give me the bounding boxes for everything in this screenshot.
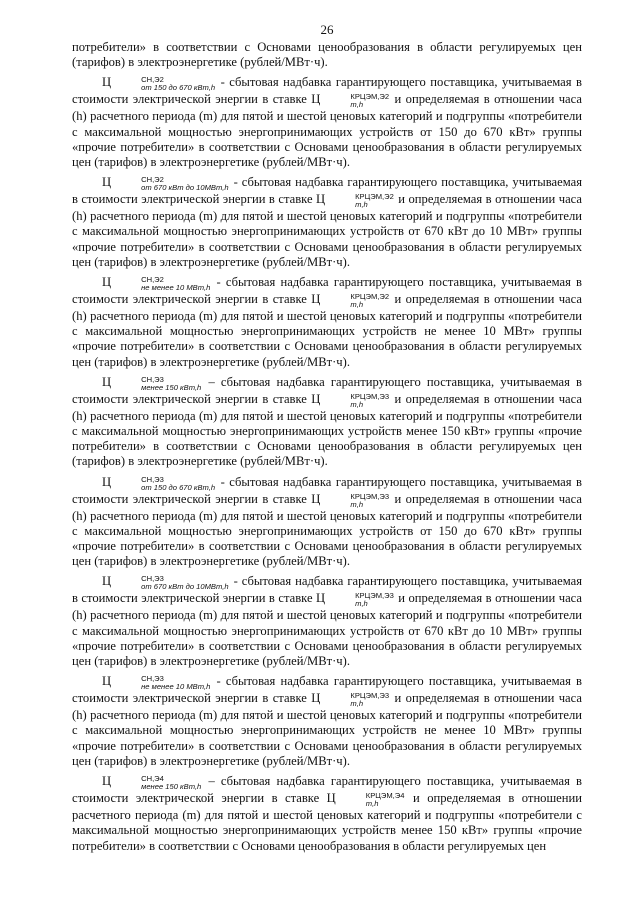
markup-symbol bbox=[102, 674, 211, 692]
rate-symbol-letter: Ц bbox=[311, 491, 321, 506]
markup-symbol-sub: не менее 10 МВт,h bbox=[141, 682, 211, 692]
markup-symbol-indices bbox=[111, 276, 210, 292]
markup-symbol-sub: от 150 до 670 кВт,h bbox=[141, 482, 216, 492]
markup-symbol-indices bbox=[111, 176, 228, 192]
definition-text-before: - сбытовая надбавка гарантирующего поставщика, учитываемая в стоимости электрической энергии в ставке bbox=[72, 175, 582, 207]
definitions-list bbox=[72, 75, 582, 853]
markup-symbol-letter: Ц bbox=[102, 175, 112, 190]
rate-symbol-letter: Ц bbox=[326, 791, 336, 806]
markup-symbol-sub: не менее 10 МВт,h bbox=[141, 283, 211, 293]
markup-symbol-sup: СН,Э2 bbox=[141, 75, 164, 85]
definition-text-before: – сбытовая надбавка гарантирующего поставщика, учитываемая в стоимости электрической энергии в ставке bbox=[72, 774, 582, 806]
definition-paragraph bbox=[72, 574, 582, 669]
definition-text-before: - сбытовая надбавка гарантирующего поставщика, учитываемая в стоимости электрической энергии в ставке bbox=[72, 674, 582, 706]
markup-symbol-indices bbox=[111, 476, 215, 492]
definition-paragraph bbox=[72, 75, 582, 170]
markup-symbol-sup: СН,Э3 bbox=[141, 674, 164, 684]
markup-symbol-sup: СН,Э2 bbox=[141, 275, 164, 285]
rate-symbol bbox=[311, 491, 390, 509]
markup-symbol bbox=[102, 374, 202, 392]
markup-symbol-letter: Ц bbox=[102, 574, 112, 589]
definition-paragraph bbox=[72, 774, 582, 854]
markup-symbol-letter: Ц bbox=[102, 774, 112, 789]
markup-symbol-sup: СН,Э2 bbox=[141, 175, 164, 185]
markup-symbol-sup: СН,Э4 bbox=[141, 774, 164, 784]
markup-symbol-letter: Ц bbox=[102, 75, 112, 90]
markup-symbol-sub: от 670 кВт до 10МВт,h bbox=[141, 183, 229, 193]
rate-symbol-sub: m,h bbox=[350, 100, 364, 110]
rate-symbol-sup: КРЦЭМ,Э2 bbox=[350, 92, 390, 102]
rate-symbol-indices bbox=[336, 792, 405, 808]
definition-text-before: - сбытовая надбавка гарантирующего поставщика, учитываемая в стоимости электрической энергии в ставке bbox=[72, 275, 582, 307]
markup-symbol-sub: менее 150 кВт,h bbox=[141, 782, 202, 792]
rate-symbol-sub: m,h bbox=[350, 300, 364, 310]
markup-symbol-letter: Ц bbox=[102, 474, 112, 489]
definition-text-after: и определяемая в отношении часа (h) расчетного периода (m) для пятой и шестой ценовых категорий и подгруппы «потребители с максимальной мощностью энергопринимающих устройств менее 150 кВт» группы «прочие потребители» в соответствии с Основами ценообразования в области регулируемых цен (тарифов) в электроэнергетике (рублей/МВт·ч). bbox=[72, 391, 582, 469]
rate-symbol bbox=[311, 691, 390, 709]
definition-text-after: и определяемая в отношении часа (h) расчетного периода (m) для пятой и шестой ценовых категорий и подгруппы «потребители с максимальной мощностью энергопринимающих устройств от 670 кВт до 10 МВт» группы «прочие потребители» в соответствии с Основами ценообразования в области регулируемых цен (тарифов) в электроэнергетике (рублей/МВт·ч). bbox=[72, 192, 582, 269]
rate-symbol-indices bbox=[320, 493, 389, 509]
markup-symbol-sub: от 150 до 670 кВт,h bbox=[141, 83, 216, 93]
markup-symbol bbox=[102, 175, 230, 193]
rate-symbol-sub: m,h bbox=[350, 399, 364, 409]
markup-symbol-sup: СН,Э3 bbox=[141, 574, 164, 584]
definition-text-before: - сбытовая надбавка гарантирующего поставщика, учитываемая в стоимости электрической энергии в ставке bbox=[72, 474, 582, 506]
definition-text-after: и определяемая в отношении часа (h) расчетного периода (m) для пятой и шестой ценовых категорий и подгруппы «потребители с максимальной мощностью энергопринимающих устройств от 670 кВт до 10 МВт» группы «прочие потребители» в соответствии с Основами ценообразования в области регулируемых цен (тарифов) в электроэнергетике (рублей/МВт·ч). bbox=[72, 591, 582, 669]
rate-symbol-sup: КРЦЭМ,Э4 bbox=[365, 791, 405, 801]
rate-symbol bbox=[311, 292, 390, 310]
markup-symbol-letter: Ц bbox=[102, 275, 112, 290]
rate-symbol bbox=[316, 192, 395, 210]
rate-symbol-sup: КРЦЭМ,Э3 bbox=[350, 691, 390, 701]
rate-symbol-sup: КРЦЭМ,Э3 bbox=[350, 491, 390, 501]
markup-symbol-indices bbox=[111, 575, 228, 591]
rate-symbol-letter: Ц bbox=[316, 192, 326, 207]
rate-symbol-sub: m,h bbox=[350, 499, 364, 509]
rate-symbol-letter: Ц bbox=[311, 292, 321, 307]
rate-symbol-sup: КРЦЭМ,Э3 bbox=[355, 591, 394, 601]
definition-text-after: и определяемая в отношении часа (h) расчетного периода (m) для пятой и шестой ценовых категорий и подгруппы «потребители с максимальной мощностью энергопринимающих устройств не менее 10 МВт» группы «прочие потребители» в соответствии с Основами ценообразования в области регулируемых цен (тарифов) в электроэнергетике (рублей/МВт·ч). bbox=[72, 691, 582, 768]
definition-text-before: - сбытовая надбавка гарантирующего поставщика, учитываемая в стоимости электрической энергии в ставке bbox=[72, 75, 582, 107]
definition-text-before: - сбытовая надбавка гарантирующего поставщика, учитываемая в стоимости электрической энергии в ставке bbox=[72, 574, 582, 606]
rate-symbol-sup: КРЦЭМ,Э2 bbox=[350, 292, 390, 302]
rate-symbol-indices bbox=[320, 393, 389, 409]
markup-symbol-indices bbox=[111, 76, 215, 92]
definition-paragraph bbox=[72, 275, 582, 370]
definition-paragraph bbox=[72, 175, 582, 270]
rate-symbol-letter: Ц bbox=[316, 591, 326, 606]
rate-symbol-letter: Ц bbox=[311, 92, 321, 107]
markup-symbol-sub: от 670 кВт до 10МВт,h bbox=[141, 582, 229, 592]
rate-symbol bbox=[311, 391, 390, 409]
rate-symbol bbox=[311, 92, 390, 110]
markup-symbol-letter: Ц bbox=[102, 674, 112, 689]
rate-symbol-indices bbox=[325, 193, 394, 209]
markup-symbol-sup: СН,Э3 bbox=[141, 374, 164, 384]
markup-symbol-sup: СН,Э3 bbox=[141, 474, 164, 484]
page-number: 26 bbox=[320, 22, 334, 37]
rate-symbol-sup: КРЦЭМ,Э3 bbox=[350, 391, 390, 401]
rate-symbol-indices bbox=[325, 592, 394, 608]
rate-symbol-indices bbox=[320, 692, 389, 708]
rate-symbol-indices bbox=[320, 93, 389, 109]
definition-paragraph bbox=[72, 674, 582, 769]
definition-paragraph bbox=[72, 375, 582, 470]
markup-symbol-indices bbox=[111, 675, 210, 691]
rate-symbol-sub: m,h bbox=[350, 699, 364, 709]
rate-symbol-sub: m,h bbox=[355, 599, 368, 609]
definition-text-after: и определяемая в отношении часа (h) расчетного периода (m) для пятой и шестой ценовых категорий и подгруппы «потребители с максимальной мощностью энергопринимающих устройств не менее 10 МВт» группы «прочие потребители» в соответствии с Основами ценообразования в области регулируемых цен (тарифов) в электроэнергетике (рублей/МВт·ч). bbox=[72, 292, 582, 369]
markup-symbol-indices bbox=[111, 376, 201, 392]
rate-symbol-sub: m,h bbox=[365, 799, 379, 809]
rate-symbol-letter: Ц bbox=[311, 391, 321, 406]
markup-symbol-indices bbox=[111, 775, 201, 791]
markup-symbol bbox=[102, 75, 216, 93]
intro-paragraph: потребители» в соответствии с Основами ценообразования в области регулируемых цен (тарифов) в электроэнергетике (рублей/МВт·ч). bbox=[72, 40, 582, 70]
rate-symbol-sub: m,h bbox=[355, 200, 368, 210]
definition-text-before: – сбытовая надбавка гарантирующего поставщика, учитываемая в стоимости электрической энергии в ставке bbox=[72, 374, 582, 406]
rate-symbol-sup: КРЦЭМ,Э2 bbox=[355, 192, 394, 202]
rate-symbol-indices bbox=[320, 293, 389, 309]
markup-symbol-letter: Ц bbox=[102, 374, 112, 389]
markup-symbol bbox=[102, 774, 202, 792]
definition-text-after: и определяемая в отношении часа (h) расчетного периода (m) для пятой и шестой ценовых категорий и подгруппы «потребители с максимальной мощностью энергопринимающих устройств от 150 до 670 кВт» группы «прочие потребители» в соответствии с Основами ценообразования в области регулируемых цен (тарифов) в электроэнергетике (рублей/МВт·ч). bbox=[72, 92, 582, 170]
definition-text-after: и определяемая в отношении часа (h) расчетного периода (m) для пятой и шестой ценовых категорий и подгруппы «потребители с максимальной мощностью энергопринимающих устройств от 150 до 670 кВт» группы «прочие потребители» в соответствии с Основами ценообразования в области регулируемых цен (тарифов) в электроэнергетике (рублей/МВт·ч). bbox=[72, 491, 582, 569]
rate-symbol-letter: Ц bbox=[311, 691, 321, 706]
markup-symbol-sub: менее 150 кВт,h bbox=[141, 382, 202, 392]
definition-paragraph bbox=[72, 475, 582, 570]
markup-symbol bbox=[102, 275, 211, 293]
markup-symbol bbox=[102, 574, 230, 592]
definition-text-after: и определяемая в отношении расчетного периода (m) для пятой и шестой ценовых категорий и подгруппы «потребители с максимальной мощностью энергопринимающих устройств менее 150 кВт» группы «прочие потребители» в соответствии с Основами ценообразования в области регулируемых цен bbox=[72, 791, 582, 853]
rate-symbol bbox=[326, 791, 406, 809]
markup-symbol bbox=[102, 474, 216, 492]
rate-symbol bbox=[316, 591, 395, 609]
